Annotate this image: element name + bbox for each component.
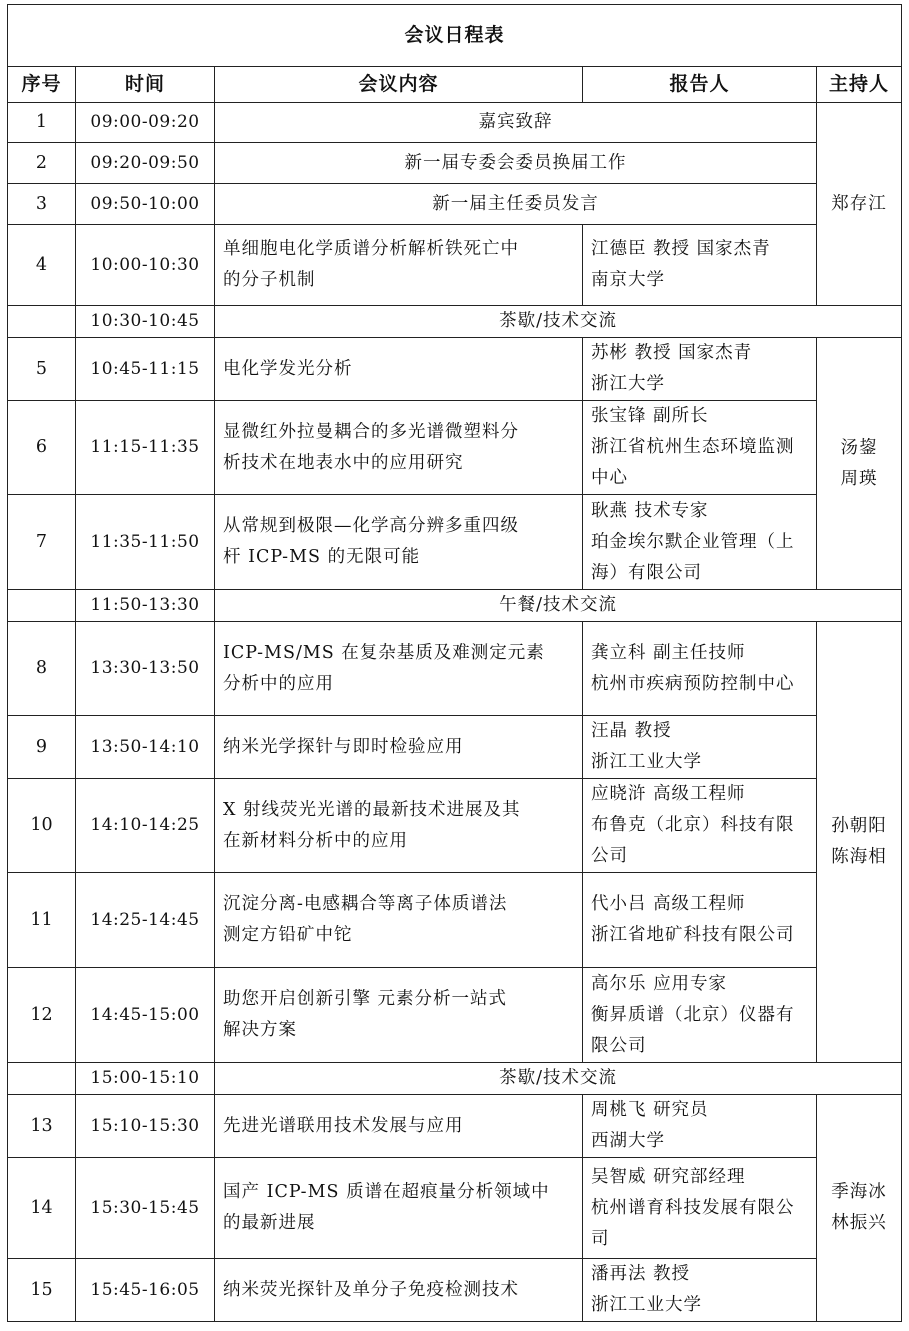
speaker-name-title: 高尔乐 应用专家 — [591, 973, 728, 994]
row-time: 15:10-15:30 — [76, 1095, 215, 1158]
header-no: 序号 — [8, 67, 76, 103]
topic-line: ICP-MS/MS 在复杂基质及难测定元素 — [223, 642, 545, 663]
row-time: 09:00-09:20 — [76, 103, 215, 143]
row-time: 14:45-15:00 — [76, 968, 215, 1063]
row-number: 14 — [8, 1158, 76, 1259]
row-topic — [215, 495, 583, 590]
break-label: 午餐/技术交流 — [215, 590, 902, 622]
table-row — [8, 401, 902, 495]
row-number: 6 — [8, 401, 76, 495]
row-content: 嘉宾致辞 — [215, 103, 817, 143]
table-row — [8, 103, 902, 143]
topic-line: 国产 ICP-MS 质谱在超痕量分析领域中 — [223, 1182, 550, 1202]
table-row — [8, 1095, 902, 1158]
host-cell — [817, 338, 902, 590]
title-row — [8, 5, 902, 67]
speaker-name-title: 江德臣 教授 国家杰青 — [591, 239, 771, 259]
row-speaker — [583, 622, 817, 716]
row-time: 11:35-11:50 — [76, 495, 215, 590]
speaker-name-title: 应晓浒 高级工程师 — [591, 784, 746, 804]
header-content: 会议内容 — [215, 67, 583, 103]
row-time: 11:15-11:35 — [76, 401, 215, 495]
row-time: 14:10-14:25 — [76, 779, 215, 873]
speaker-affiliation: 布鲁克（北京）科技有限公司 — [591, 815, 795, 866]
row-number: 5 — [8, 338, 76, 401]
speaker-affiliation: 杭州市疾病预防控制中心 — [591, 673, 795, 694]
row-time: 09:50-10:00 — [76, 184, 215, 225]
header-row — [8, 67, 902, 103]
row-topic — [215, 225, 583, 306]
row-topic — [215, 622, 583, 716]
row-topic — [215, 1259, 583, 1322]
host-name: 季海冰 — [831, 1182, 887, 1202]
row-number: 12 — [8, 968, 76, 1063]
host-name: 汤鋆 — [840, 437, 878, 458]
row-number: 2 — [8, 143, 76, 184]
host-cell — [817, 622, 902, 1063]
row-topic — [215, 716, 583, 779]
row-time: 10:00-10:30 — [76, 225, 215, 306]
break-row — [8, 1063, 902, 1095]
table-row — [8, 338, 902, 401]
row-time: 10:30-10:45 — [76, 306, 215, 338]
speaker-name-title: 潘再法 教授 — [591, 1264, 691, 1284]
schedule-document — [7, 4, 902, 1322]
row-number: 7 — [8, 495, 76, 590]
row-number: 10 — [8, 779, 76, 873]
speaker-affiliation: 珀金埃尔默企业管理（上海）有限公司 — [591, 531, 795, 583]
row-number — [8, 590, 76, 622]
host-name: 陈海相 — [831, 847, 887, 867]
row-topic — [215, 873, 583, 968]
row-time: 09:20-09:50 — [76, 143, 215, 184]
speaker-name-title: 代小吕 高级工程师 — [591, 894, 746, 914]
speaker-affiliation: 浙江省地矿科技有限公司 — [591, 925, 795, 945]
topic-line: 助您开启创新引擎 元素分析一站式 — [223, 989, 508, 1009]
topic-line: 沉淀分离-电感耦合等离子体质谱法 — [223, 894, 508, 914]
topic-line: X 射线荧光光谱的最新技术进展及其 — [223, 799, 521, 820]
speaker-affiliation: 杭州谱育科技发展有限公司 — [591, 1197, 795, 1249]
row-number: 15 — [8, 1259, 76, 1322]
speaker-affiliation: 南京大学 — [591, 270, 665, 290]
topic-line: 的分子机制 — [223, 270, 316, 290]
table-row — [8, 716, 902, 779]
topic-line: 分析中的应用 — [223, 673, 334, 694]
table-row — [8, 779, 902, 873]
row-speaker — [583, 1158, 817, 1259]
table-row — [8, 1158, 902, 1259]
topic-line: 解决方案 — [223, 1020, 297, 1040]
topic-line: 电化学发光分析 — [223, 358, 353, 379]
break-label: 茶歇/技术交流 — [215, 1063, 902, 1095]
header-host: 主持人 — [817, 67, 902, 103]
speaker-affiliation: 浙江大学 — [591, 374, 665, 394]
topic-line: 测定方铅矿中铊 — [223, 925, 353, 945]
table-row — [8, 143, 902, 184]
speaker-name-title: 张宝锋 副所长 — [591, 406, 709, 426]
row-number — [8, 1063, 76, 1095]
row-speaker — [583, 495, 817, 590]
row-speaker — [583, 225, 817, 306]
row-speaker — [583, 401, 817, 495]
host-cell — [817, 1095, 902, 1322]
speaker-name-title: 汪晶 教授 — [591, 721, 672, 741]
row-time: 15:00-15:10 — [76, 1063, 215, 1095]
schedule-table — [7, 4, 902, 1322]
row-speaker — [583, 873, 817, 968]
row-speaker — [583, 1095, 817, 1158]
topic-line: 单细胞电化学质谱分析解析铁死亡中 — [223, 239, 519, 259]
speaker-name-title: 龚立科 副主任技师 — [591, 642, 746, 663]
row-time: 14:25-14:45 — [76, 873, 215, 968]
topic-line: 先进光谱联用技术发展与应用 — [223, 1115, 464, 1136]
row-number — [8, 306, 76, 338]
speaker-name-title: 耿燕 技术专家 — [591, 500, 709, 521]
table-row — [8, 225, 902, 306]
row-number: 1 — [8, 103, 76, 143]
row-number: 3 — [8, 184, 76, 225]
table-row — [8, 622, 902, 716]
row-topic — [215, 338, 583, 401]
row-content: 新一届主任委员发言 — [215, 184, 817, 225]
row-speaker — [583, 338, 817, 401]
row-topic — [215, 779, 583, 873]
row-content: 新一届专委会委员换届工作 — [215, 143, 817, 184]
table-row — [8, 968, 902, 1063]
topic-line: 显微红外拉曼耦合的多光谱微塑料分 — [223, 421, 519, 442]
topic-line: 纳米荧光探针及单分子免疫检测技术 — [223, 1279, 519, 1300]
header-time: 时间 — [76, 67, 215, 103]
speaker-name-title: 苏彬 教授 国家杰青 — [591, 343, 753, 363]
table-title: 会议日程表 — [8, 5, 902, 67]
row-number: 8 — [8, 622, 76, 716]
row-topic — [215, 401, 583, 495]
topic-line: 从常规到极限—化学高分辨多重四级 — [223, 516, 519, 536]
break-row — [8, 306, 902, 338]
row-speaker — [583, 779, 817, 873]
row-time: 13:50-14:10 — [76, 716, 215, 779]
speaker-affiliation: 衡昇质谱（北京）仪器有限公司 — [591, 1004, 795, 1056]
break-label: 茶歇/技术交流 — [215, 306, 902, 338]
row-topic — [215, 1158, 583, 1259]
row-time: 10:45-11:15 — [76, 338, 215, 401]
row-speaker — [583, 716, 817, 779]
speaker-affiliation: 西湖大学 — [591, 1131, 665, 1151]
host-name: 林振兴 — [831, 1213, 887, 1233]
row-number: 4 — [8, 225, 76, 306]
break-row — [8, 590, 902, 622]
speaker-name-title: 周桃飞 研究员 — [591, 1100, 709, 1120]
header-speaker: 报告人 — [583, 67, 817, 103]
table-row — [8, 184, 902, 225]
topic-line: 杆 ICP-MS 的无限可能 — [223, 547, 421, 567]
topic-line: 析技术在地表水中的应用研究 — [223, 452, 464, 473]
topic-line: 纳米光学探针与即时检验应用 — [223, 736, 464, 757]
row-number: 13 — [8, 1095, 76, 1158]
topic-line: 的最新进展 — [223, 1213, 316, 1233]
row-time: 15:30-15:45 — [76, 1158, 215, 1259]
speaker-name-title: 吴智威 研究部经理 — [591, 1166, 746, 1187]
row-number: 11 — [8, 873, 76, 968]
host-name: 郑存江 — [831, 193, 887, 214]
speaker-affiliation: 浙江工业大学 — [591, 1295, 702, 1315]
table-row — [8, 495, 902, 590]
row-speaker — [583, 1259, 817, 1322]
host-name: 孙朝阳 — [831, 816, 887, 836]
row-topic — [215, 968, 583, 1063]
host-cell — [817, 103, 902, 306]
table-row — [8, 873, 902, 968]
speaker-affiliation: 浙江工业大学 — [591, 752, 702, 772]
row-time: 11:50-13:30 — [76, 590, 215, 622]
row-speaker — [583, 968, 817, 1063]
topic-line: 在新材料分析中的应用 — [223, 830, 408, 851]
row-time: 15:45-16:05 — [76, 1259, 215, 1322]
row-number: 9 — [8, 716, 76, 779]
speaker-affiliation: 浙江省杭州生态环境监测中心 — [591, 437, 795, 488]
host-name: 周瑛 — [840, 468, 878, 489]
row-time: 13:30-13:50 — [76, 622, 215, 716]
table-row — [8, 1259, 902, 1322]
row-topic — [215, 1095, 583, 1158]
